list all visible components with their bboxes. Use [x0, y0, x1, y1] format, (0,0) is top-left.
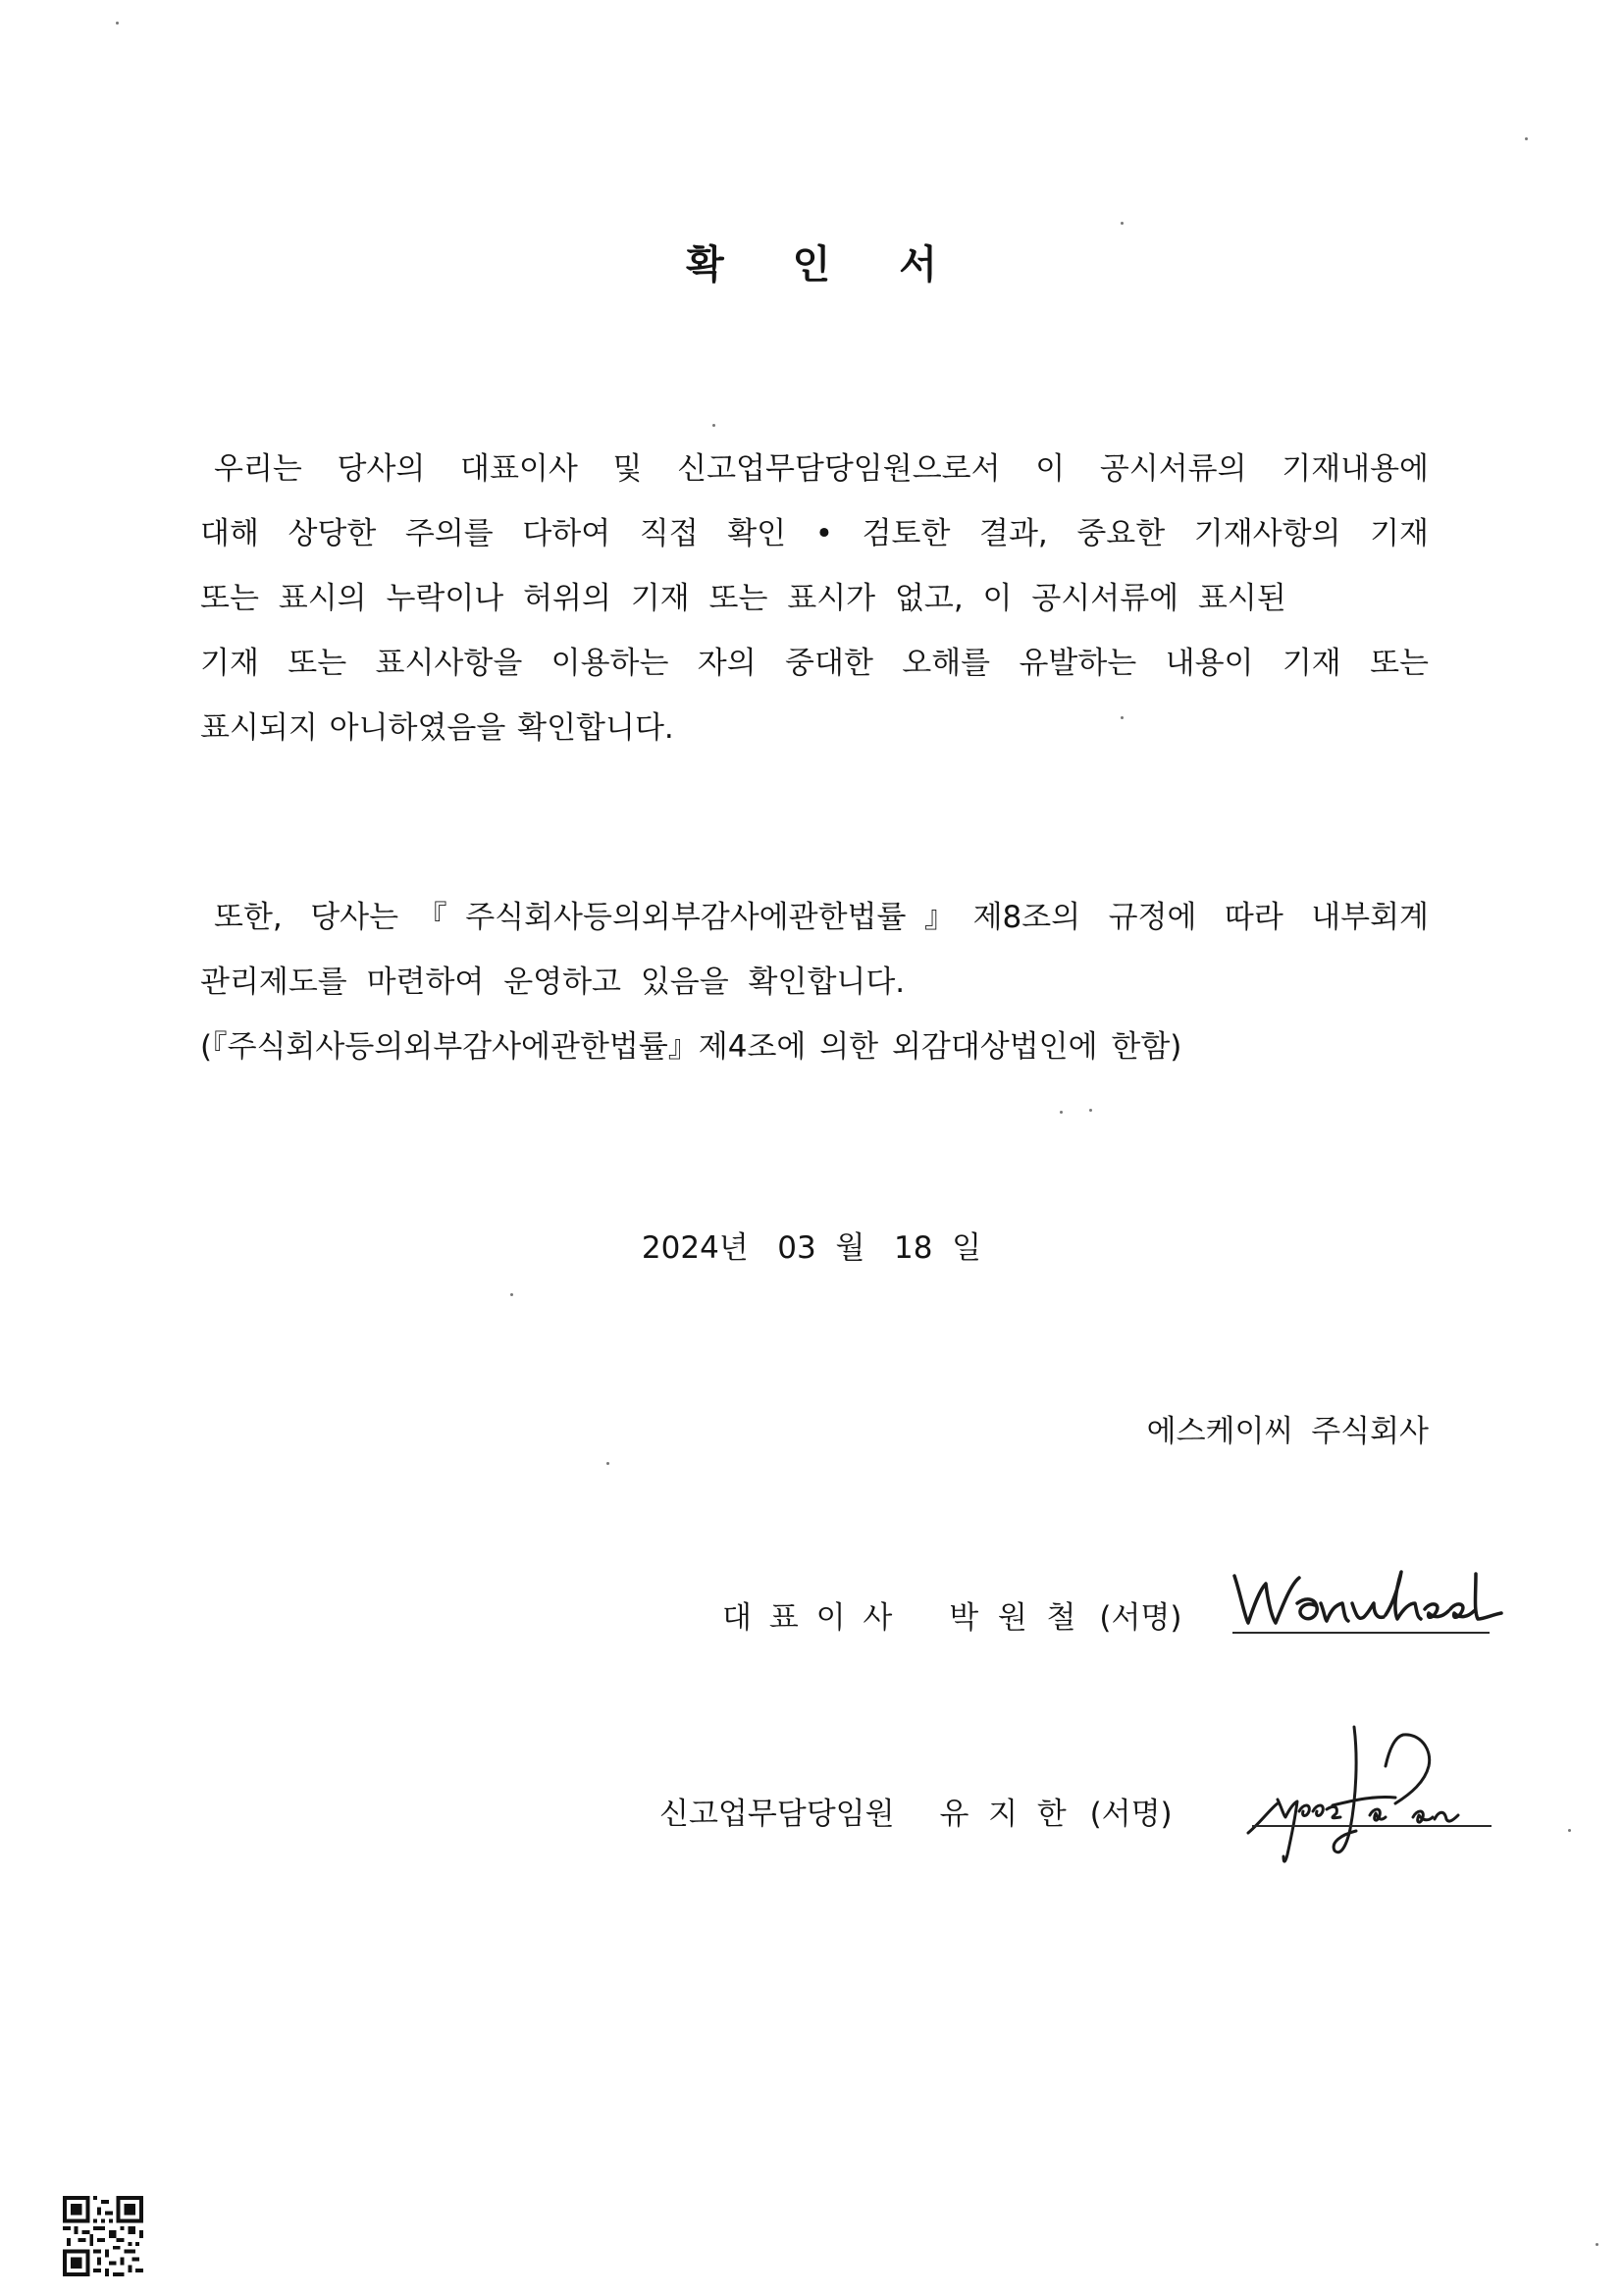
document-title: 확 인 서 [686, 242, 965, 287]
scan-speck [1089, 1109, 1092, 1112]
scan-speck [510, 1293, 513, 1296]
scan-speck [1568, 1829, 1571, 1832]
officer-signature-row [659, 1789, 1173, 1833]
scan-speck [116, 22, 119, 25]
officer-name: 유 지 한 [939, 1797, 1067, 1832]
paragraph-line: 또는 표시의 누락이나 허위의 기재 또는 표시가 없고, 이 공시서류에 표시된 [200, 581, 1286, 616]
document-date: 2024년 03 월 18 일 [641, 1230, 982, 1266]
officer-role: 신고업무담당임원 [659, 1797, 895, 1832]
officer-sign-mark: (서명) [1089, 1797, 1173, 1832]
ceo-role: 대 표 이 사 [722, 1600, 897, 1636]
ceo-sign-mark: (서명) [1099, 1600, 1182, 1636]
officer-signature-line [1252, 1825, 1492, 1827]
paragraph-line: 우리는 당사의 대표이사 및 신고업무담당임원으로서 이 공시서류의 기재내용에 [214, 451, 1429, 487]
paragraph-line: 또한, 당사는『주식회사등의외부감사에관한법률』제8조의 규정에 따라 내부회계 [214, 900, 1429, 935]
paragraph-line: (『주식회사등의외부감사에관한법률』제4조에 의한 외감대상법인에 한함) [200, 1029, 1182, 1065]
scan-speck [1596, 2243, 1598, 2246]
scan-speck [1060, 1111, 1063, 1114]
ceo-name: 박 원 철 [949, 1600, 1076, 1636]
paragraph-line: 표시되지 아니하였음을 확인합니다. [200, 710, 674, 746]
paragraph-line: 기재 또는 표시사항을 이용하는 자의 중대한 오해를 유발하는 내용이 기재 또는 [200, 646, 1429, 681]
scan-speck [1525, 137, 1528, 140]
ceo-signature-line [1232, 1632, 1490, 1634]
ceo-signature-row [722, 1592, 1181, 1637]
ceo-signature-image [1227, 1554, 1531, 1643]
scan-speck [1121, 716, 1124, 719]
scan-speck [606, 1462, 609, 1465]
officer-signature-image [1238, 1709, 1474, 1866]
scan-speck [712, 424, 715, 427]
scan-speck [1121, 222, 1124, 225]
company-name: 에스케이씨 주식회사 [1146, 1414, 1429, 1449]
qr-code-icon [63, 2196, 143, 2276]
paragraph-line: 관리제도를 마련하여 운영하고 있음을 확인합니다. [200, 965, 906, 1000]
paragraph-line: 대해 상당한 주의를 다하여 직접 확인 • 검토한 결과, 중요한 기재사항의 기재 [200, 516, 1429, 551]
